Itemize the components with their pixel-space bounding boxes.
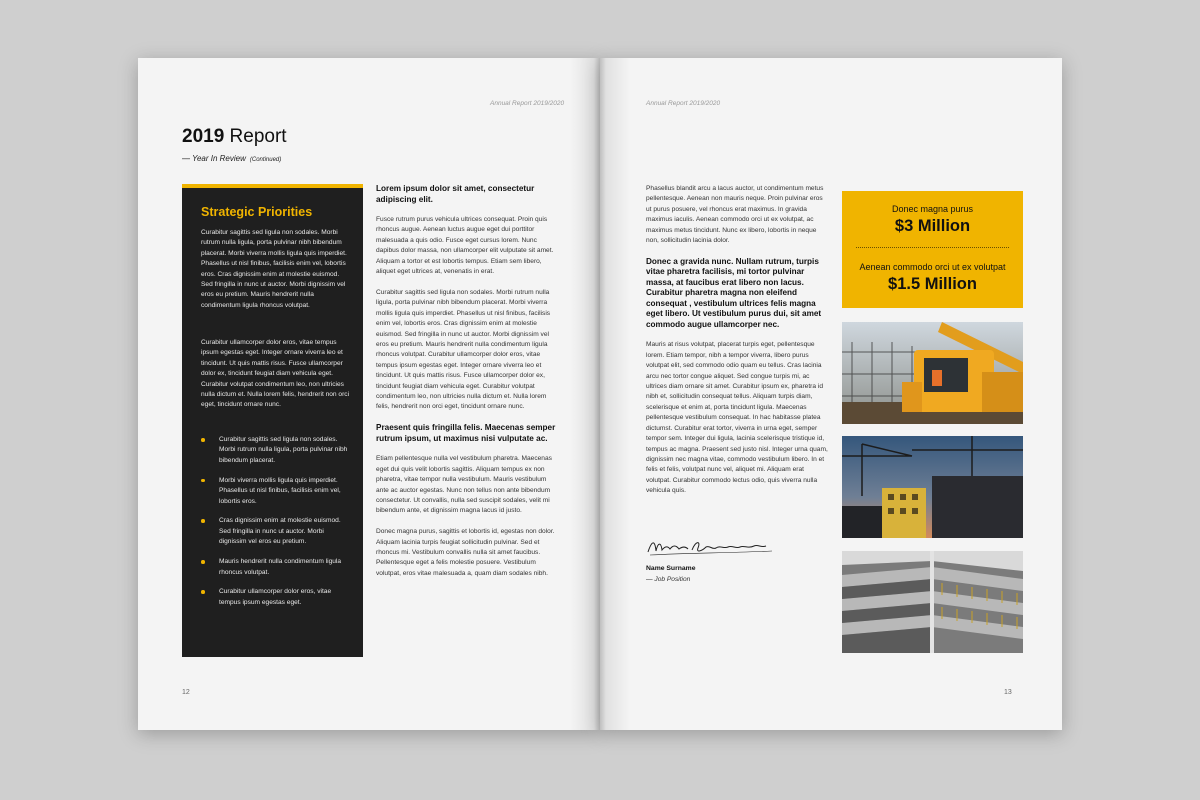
column-paragraph-4: Donec magna purus, sagittis et lobortis id, egestas non dolor. Aliquam lacinia turpis feugiat sollicitudin pulvinar. Sed et rhoncus mi. Vestibulum convallis nulla sit amet faucibus. Pellentesque eget a felis molestie posuere. Vestibulum volutpat, eros vitae malesuada a, quam diam sodales nibh. (376, 528, 555, 577)
highlight-value-2: $1.5 Million (888, 275, 977, 293)
strategic-priorities-box (182, 184, 363, 657)
page-number-right: 13 (1004, 689, 1012, 696)
right-paragraph-2: Mauris at risus volutpat, placerat turpis eget, pellentesque lorem. Etiam tempor, nibh a tempor viverra, libero purus volutpat elit, sed commodo odio quam eu tellus. Cras lacinia arcu nec tortor congue aliquet. Sed congue turpis mi, ac ultrices diam ornare sit amet. Curabitur ipsum ex, pharetra id nibh et, sollicitudin consequat tellus. Aliquam turpis diam, scelerisque et enim at, porta tincidunt ligula. Maecenas pellentesque vestibulum consequat. In hac habitasse platea dictumst. Curabitur erat tortor, viverra in urna eget, semper tempor sem. Integer dui ligula, lacinia scelerisque tristique id, tempus ac magna. Praesent sed justo nisl. Integer urna quam, dignissim nec magna vitae, commodo vestibulum libero. In et felis et felis, volutpat nunc vel, aliquet mi. Aliquam erat volutpat. Curabitur commodo lectus odio, quis viverra nulla vehicula quis. (646, 341, 828, 495)
column-paragraph-1: Fusce rutrum purus vehicula ultrices consequat. Proin quis rhoncus augue. Aenean luctus augue eget dui porttitor malesuada a quis odio. Fusce eget cursus lorem. Nunc dapibus dolor massa, non ullamcorper elit vulputate sit amet. Aliquam a tortor et est lobortis tempus. Etiam sem libero, aliquet eget ultrices at, venenatis in erat. (376, 216, 554, 276)
signature (646, 536, 786, 558)
title-year: 2019 (182, 126, 225, 147)
highlight-divider (856, 247, 1009, 248)
highlight-value-1: $3 Million (894, 217, 971, 235)
bullet-list (201, 435, 351, 618)
left-page (138, 58, 600, 730)
subtitle-text: — Year In Review (182, 154, 246, 163)
highlights-box (842, 191, 1023, 308)
signer-role: — Job Position (646, 576, 691, 583)
title-word: Report (224, 126, 287, 147)
bullet-dot-icon (201, 560, 205, 564)
running-header-right: Annual Report 2019/2020 (646, 100, 721, 107)
accent-bar (182, 184, 363, 188)
subtitle-note: (Continued) (249, 157, 282, 163)
brochure-spread (138, 58, 1062, 730)
right-paragraph-1: Phasellus blandit arcu a lacus auctor, ut condimentum metus pellentesque. Aenean non mauris neque. Proin pulvinar eros ut purus posuere, vel rhoncus erat maximus. In gravida maximus iaculis. Aenean commodo orci ut ex volutpat, ac maximus metus tincidunt. Nunc ex libero, lobortis in neque non, sollicitudin lacinia dolor. (646, 185, 824, 245)
column-heading-1: Lorem ipsum dolor sit amet, consectetur adipiscing elit. (376, 184, 535, 204)
column-paragraph-3: Etiam pellentesque nulla vel vestibulum pharetra. Maecenas eget dui quis velit lobortis sagittis. Aliquam tempus ex non pharetra, vitae tempor nulla vestibulum. Mauris vestibulum ante ac auctor egestas. Nunc non tellus non ante bibendum consectetur. Ut convallis, nulla sed suscipit sodales, velit mi bibendum ante, et dignissim magna lacus id justo. (376, 455, 552, 515)
bullet-dot-icon (201, 590, 205, 594)
bullet-item (201, 557, 351, 578)
highlight-label-1: Donec magna purus (891, 204, 974, 214)
running-header-left: Annual Report 2019/2020 (490, 100, 565, 107)
bullet-text: Mauris hendrerit nulla condimentum ligula rhoncus volutpat. (219, 558, 342, 576)
box-paragraph-1: Curabitur sagittis sed ligula non sodales. Morbi rutrum nulla ligula, porta pulvinar nibh bibendum placerat. Morbi viverra mollis ligula quis imperdiet. Phasellus ut nisl finibus, facilisis enim vel, lobortis eros. Cras dignissim enim at molestie euismod. Sed fringilla in nunc ut auctor. Morbi dignissim vel eros eu pretium. Mauris hendrerit nulla condimentum ligula rhoncus volutpat. (201, 229, 347, 309)
bullet-text: Morbi viverra mollis ligula quis imperdiet. Phasellus ut nisl finibus, facilisis enim vel, lobortis eros. (219, 476, 341, 505)
signer-name: Name Surname (646, 565, 696, 572)
bullet-item (201, 587, 351, 608)
bullet-text: Curabitur sagittis sed ligula non sodales. Morbi rutrum nulla ligula, porta pulvinar nibh bibendum placerat. (219, 436, 348, 464)
signature-underline (650, 551, 772, 555)
crane-building-photo (842, 436, 1023, 538)
bullet-item (201, 476, 351, 507)
right-page (600, 58, 1062, 730)
signature-stroke (648, 543, 766, 552)
column-paragraph-2: Curabitur sagittis sed ligula non sodales. Morbi rutrum nulla ligula, porta pulvinar nibh bibendum placerat. Morbi viverra mollis ligula quis imperdiet. Phasellus ut nisl finibus, facilisis enim vel, lobortis eros. Cras dignissim enim at molestie euismod. Sed fringilla in nunc ut auctor. Morbi dignissim vel eros eu pretium. Mauris hendrerit nulla condimentum ligula rhoncus volutpat. Curabitur ullamcorper dolor eros, vitae tempus ipsum egestas eget. Integer ornare viverra leo et tincidunt. Ut quis mattis risus. Fusce ullamcorper dolor ex, tincidunt feugiat diam vehicula eget. Curabitur volutpat condimentum leo, non ultricies nulla dictum et. Nulla lorem felis, hendrerit non orci eget, tincidunt ornare nunc. (376, 288, 551, 411)
building-structure-photo (842, 551, 1023, 653)
excavator-photo (842, 322, 1023, 424)
right-heading: Donec a gravida nunc. Nullam rutrum, turpis vitae pharetra facilisis, mi tortor pulvinar massa, at faucibus erat libero non lacus. Curabitur pharetra magna non eleifend consequat , vestibulum ultrices felis magna eget libero. Ut vestibulum purus dui, sit amet commodo augue ullamcorper nec. (646, 256, 822, 329)
page-number-left: 12 (182, 689, 190, 696)
bullet-text: Cras dignissim enim at molestie euismod. Sed fringilla in nunc ut auctor. Morbi dignissim vel eros eu pretium. (219, 517, 341, 546)
box-heading: Strategic Priorities (201, 205, 313, 219)
bullet-dot-icon (201, 519, 205, 523)
bullet-item (201, 435, 351, 466)
highlight-label-2: Aenean commodo orci ut ex volutpat (859, 262, 1006, 272)
right-text-column (646, 184, 830, 507)
bullet-dot-icon (201, 438, 205, 442)
column-heading-2: Praesent quis fringilla felis. Maecenas semper rutrum ipsum, ut maximus nisi vulputate ac. (376, 423, 556, 443)
box-paragraph-2: Curabitur ullamcorper dolor eros, vitae tempus ipsum egestas eget. Integer ornare viverra leo et tincidunt. Ut quis mattis risus. Fusce ullamcorper dolor ex, tincidunt feugiat diam vehicula eget. Curabitur volutpat condimentum leo, non ultricies nulla dictum et. Nulla lorem felis, hendrerit non orci eget, tincidunt ornare nunc. (201, 339, 350, 409)
page-title (182, 126, 287, 148)
bullet-dot-icon (201, 479, 205, 483)
page-subtitle (182, 154, 281, 163)
left-text-column (376, 184, 561, 590)
bullet-item (201, 516, 351, 547)
bullet-text: Curabitur ullamcorper dolor eros, vitae tempus ipsum egestas eget. (219, 588, 332, 606)
